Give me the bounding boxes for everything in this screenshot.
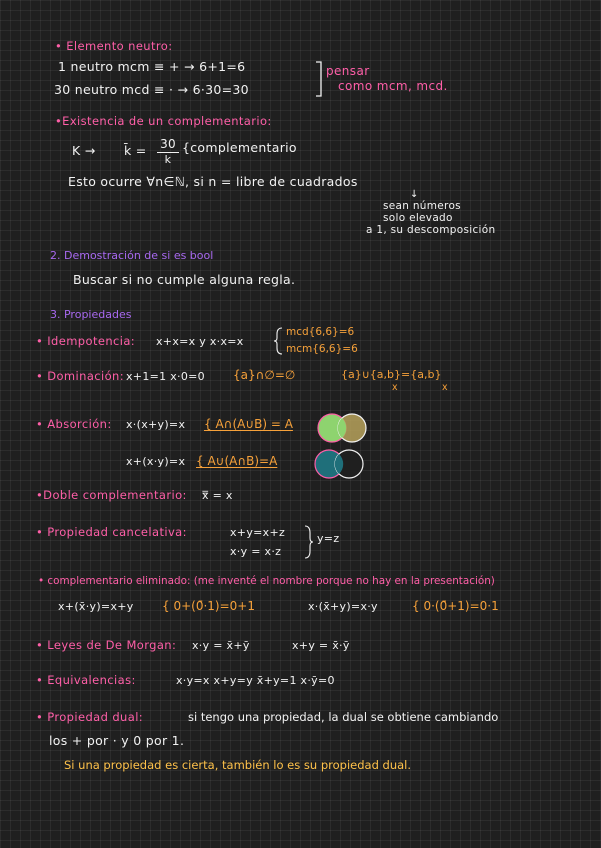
doble-expr: x̿ = x: [202, 489, 233, 502]
cancelativa-label: • Propiedad cancelativa:: [36, 525, 187, 539]
dominacion-label: • Dominación:: [36, 369, 124, 383]
neutro-line-1: 1 neutro mcm ≡ + → 6+1=6: [58, 59, 246, 74]
dominacion-expr: x+1=1 x·0=0: [126, 370, 205, 383]
section-2-body: Buscar si no cumple alguna regla.: [73, 272, 296, 287]
heading-complementario: •Existencia de un complementario:: [55, 114, 272, 128]
heading-section-3: 3. Propiedades: [50, 308, 132, 321]
equivalencias-label: • Equivalencias:: [36, 673, 136, 687]
eliminado-note-2: { 0·(0̄+1)=0·1: [412, 599, 499, 613]
down-arrow-icon: ↓: [410, 189, 419, 200]
sub-note-3: a 1, su descomposición: [366, 224, 496, 236]
dual-text-1: si tengo una propiedad, la dual se obtiene cambiando: [188, 710, 499, 724]
cancelativa-expr-1: x+y=x+z: [230, 526, 286, 539]
absorcion-set-2: { A∪(A∩B)=A: [196, 454, 278, 468]
neutro-line-2: 30 neutro mcd ≡ · → 6·30=30: [54, 82, 249, 97]
idempotencia-note-2: mcm{6,6}=6: [286, 343, 358, 355]
cancelativa-expr-2: x·y = x·z: [230, 545, 282, 558]
formula-k: K →: [72, 143, 96, 158]
idempotencia-label: • Idempotencia:: [36, 334, 136, 348]
venn-union-intersection-icon: [313, 448, 367, 480]
condition-text: Esto ocurre ∀n∈ℕ, si n = libre de cuadrados: [68, 174, 358, 189]
neutro-note-1: pensar: [326, 64, 370, 78]
brace-icon: [303, 524, 315, 560]
doble-label: •Doble complementario:: [36, 488, 187, 502]
fraction-numerator: 30: [160, 137, 176, 151]
absorcion-set-1: { A∩(A∪B) = A: [204, 417, 293, 431]
absorcion-label: • Absorción:: [36, 417, 112, 431]
sub-note-2: solo elevado: [383, 212, 453, 224]
eliminado-note-1: { 0+(0̄·1)=0+1: [162, 599, 255, 613]
morgan-expr-2: x+y = x̄·ȳ: [292, 639, 350, 652]
heading-neutro: • Elemento neutro:: [55, 39, 173, 53]
dominacion-note-2: {a}∪{a,b}={a,b}: [341, 368, 442, 381]
dual-note: Si una propiedad es cierta, también lo es su propiedad dual.: [64, 758, 412, 772]
neutro-note-2: como mcm, mcd.: [338, 79, 448, 93]
brace-icon: [273, 326, 285, 356]
dual-text-2: los + por · y 0 por 1.: [49, 733, 185, 748]
morgan-expr-1: x·y = x̄+ȳ: [192, 639, 250, 652]
sub-note-1: sean números: [383, 200, 461, 212]
morgan-label: • Leyes de De Morgan:: [36, 638, 177, 652]
dual-label: • Propiedad dual:: [36, 710, 144, 724]
bracket-icon: [314, 60, 326, 98]
eliminado-expr-1: x+(x̄·y)=x+y: [58, 600, 134, 613]
dominacion-mark-2: x: [442, 382, 448, 393]
heading-section-2: 2. Demostración de si es bool: [50, 249, 214, 262]
equivalencias-expr: x·y=x x+y=y x̄+y=1 x·ȳ=0: [176, 674, 335, 687]
idempotencia-note-1: mcd{6,6}=6: [286, 326, 355, 338]
fraction-denominator: k: [164, 153, 172, 166]
dominacion-note-1: {a}∩∅=∅: [233, 368, 296, 382]
eliminado-label: • complementario eliminado: (me inventé el nombre porque no hay en la presentación): [38, 575, 495, 587]
idempotencia-expr: x+x=x y x·x=x: [156, 335, 244, 348]
absorcion-expr-1: x·(x+y)=x: [126, 418, 186, 431]
absorcion-expr-2: x+(x·y)=x: [126, 455, 186, 468]
formula-note: {complementario: [182, 140, 297, 155]
dominacion-mark-1: x: [392, 382, 398, 393]
cancelativa-result: y=z: [317, 532, 340, 545]
eliminado-expr-2: x·(x̄+y)=x·y: [308, 600, 378, 613]
venn-intersection-union-icon: [316, 412, 370, 444]
formula-kbar: k̄ =: [124, 143, 147, 158]
